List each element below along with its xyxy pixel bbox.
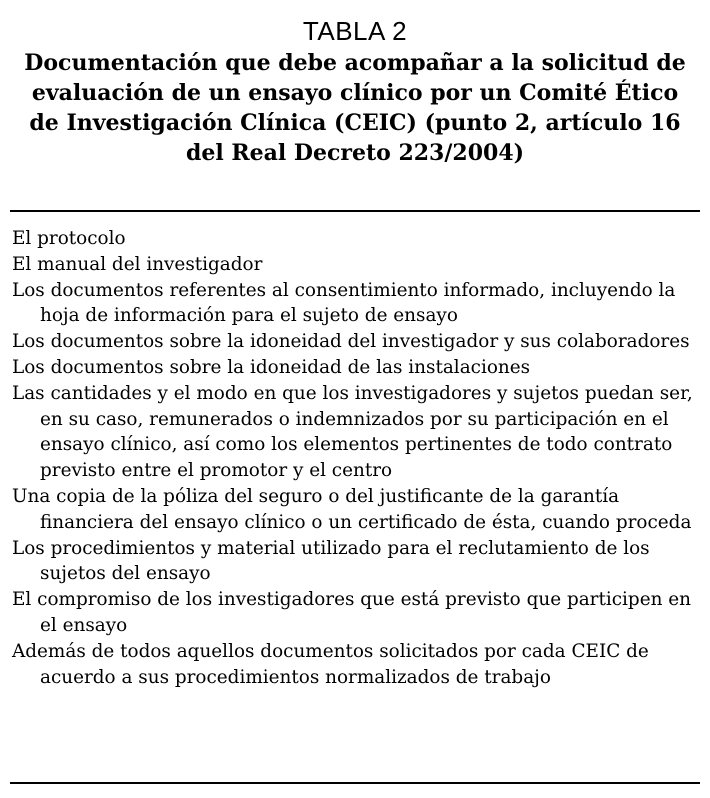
bottom-rule-divider xyxy=(10,782,700,784)
list-item: Los documentos sobre la idoneidad de las instalaciones xyxy=(12,356,531,378)
table-label: TABLA 2 xyxy=(302,16,408,46)
list-item: Las cantidades y el modo en que los investigadores y sujetos puedan ser, en su caso, remunerados o indemnizados por su participación en el ensayo clínico, así como los elementos pertinentes de todo contrato previsto entre el promotor y el centro xyxy=(12,382,693,482)
list-item: El protocolo xyxy=(12,228,126,249)
list-item: Una copia de la póliza del seguro o del justificante de la garantía financiera del ensayo clínico o un certificado de ésta, cuando proceda xyxy=(12,485,692,533)
document-list xyxy=(12,226,702,690)
list-item: El compromiso de los investigadores que está previsto que participen en el ensayo xyxy=(12,589,691,636)
list-item: Además de todos aquellos documentos solicitados por cada CEIC de acuerdo a sus procedimientos normalizados de trabajo xyxy=(12,640,649,688)
list-item: Los documentos referentes al consentimiento informado, incluyendo la hoja de información para el sujeto de ensayo xyxy=(12,279,676,327)
list-item: Los documentos sobre la idoneidad del investigador y sus colaboradores xyxy=(12,331,690,353)
table-title: Documentación que debe acompañar a la solicitud de evaluación de un ensayo clínico por un Comité Ético de Investigación Clínica (CEIC) (punto 2, artículo 16 del Real Decreto 223/2004) xyxy=(24,50,686,166)
top-rule-divider xyxy=(10,210,700,212)
list-item: El manual del investigador xyxy=(12,253,263,275)
list-item: Los procedimientos y material utilizado para el reclutamiento de los sujetos del ensayo xyxy=(12,537,650,585)
